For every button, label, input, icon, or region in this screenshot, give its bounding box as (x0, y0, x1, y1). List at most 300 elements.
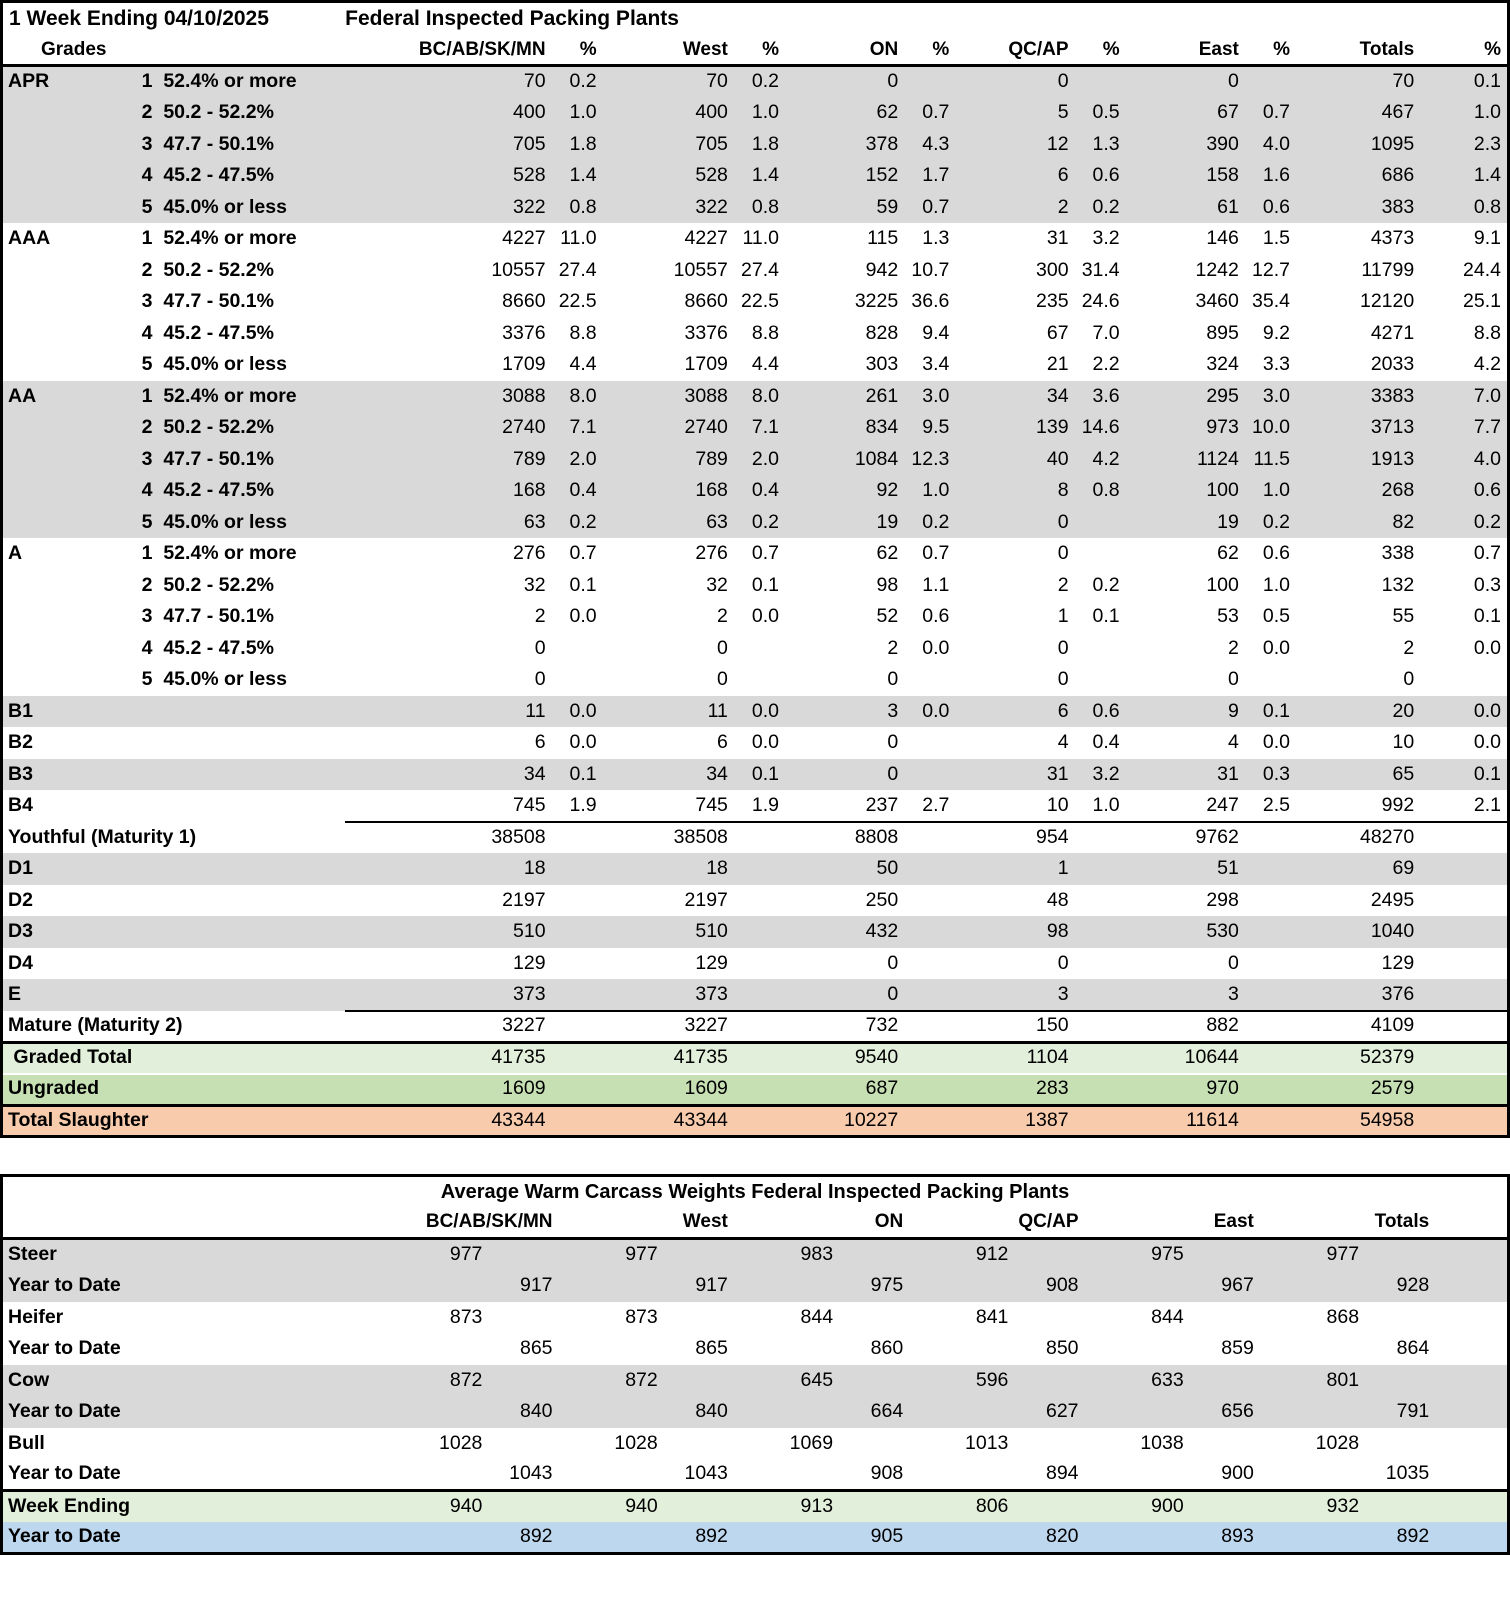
percent-cell: 0.7 (1473, 542, 1501, 564)
percent-cell: 0.6 (1262, 195, 1290, 218)
spacer-cell (1429, 1491, 1508, 1523)
count-cell: 0 (717, 636, 728, 659)
percent-cell (898, 1042, 955, 1074)
count-cell: 276 (513, 542, 546, 564)
percent-cell: 1.3 (1092, 132, 1120, 155)
weight-cell (1254, 1333, 1359, 1365)
percent-cell: 0.0 (1262, 731, 1290, 753)
ytd-weight-cell (658, 1365, 728, 1397)
weight-cell (1254, 1459, 1359, 1491)
ytd-weight-cell (482, 1239, 552, 1271)
percent-cell: 31.4 (1081, 258, 1120, 281)
count-cell: 4 (1228, 731, 1239, 753)
percent-cell: 0.4 (1092, 731, 1120, 753)
percent-cell: 2.0 (751, 447, 779, 470)
percent-cell: 0.0 (569, 731, 597, 753)
grade-code-cell (2, 349, 87, 381)
percent-cell (728, 1042, 785, 1074)
count-cell: 129 (695, 951, 728, 974)
count-cell: 69 (1392, 857, 1415, 879)
count-cell: 50 (876, 857, 899, 879)
ytd-weight-cell: 928 (1396, 1274, 1430, 1296)
percent-cell: 3.6 (1092, 384, 1120, 407)
grade-code-cell (2, 475, 87, 507)
percent-cell: 0.6 (1092, 164, 1120, 186)
percent-cell: 25.1 (1463, 290, 1501, 312)
grade-code-cell (2, 507, 87, 539)
percent-cell: 2.3 (1473, 132, 1501, 155)
count-cell: 63 (523, 510, 546, 533)
count-cell: 322 (695, 195, 728, 218)
table2-title-row (2, 1176, 1509, 1208)
col-header-west: West (553, 1208, 728, 1239)
col-header-pct: % (898, 36, 955, 66)
col-header-east: East (1079, 1208, 1254, 1239)
col-header-east: East (1126, 36, 1239, 66)
percent-cell: 0.7 (922, 542, 950, 564)
percent-cell: 0.2 (1092, 573, 1120, 596)
percent-cell: 0.6 (1473, 479, 1501, 501)
percent-cell: 3.4 (922, 353, 950, 375)
row-label-cell: D2 (8, 888, 33, 911)
grade-range-cell: 1 52.4% or more (141, 384, 297, 407)
row-label-cell: Youthful (Maturity 1) (8, 825, 197, 848)
count-cell: 467 (1381, 101, 1415, 123)
percent-cell: 4.0 (1262, 132, 1290, 155)
grade-code-cell (2, 129, 87, 161)
row-label-cell: B4 (8, 794, 33, 816)
percent-cell: 3.2 (1092, 762, 1120, 785)
percent-cell: 0.6 (1092, 699, 1120, 722)
percent-cell: 0.2 (922, 510, 950, 533)
count-cell: 1387 (955, 1105, 1068, 1137)
count-cell: 300 (1036, 258, 1069, 281)
grading-table-row (2, 853, 1509, 885)
weight-cell: 873 (449, 1305, 483, 1328)
carcass-weights-row (2, 1239, 1509, 1271)
count-cell: 158 (1206, 164, 1239, 186)
percent-cell (546, 633, 603, 665)
count-cell: 6 (1057, 164, 1069, 186)
percent-cell: 2.2 (1092, 353, 1120, 375)
weight-cell: 844 (800, 1305, 834, 1328)
percent-cell (546, 853, 603, 885)
row-label-cell: B2 (8, 731, 33, 753)
percent-cell: 0.2 (569, 70, 597, 93)
weight-cell: 940 (347, 1491, 482, 1523)
count-cell: 0 (1057, 951, 1069, 974)
percent-cell: 0.4 (569, 479, 597, 501)
count-cell: 82 (1392, 510, 1415, 533)
count-cell: 98 (1046, 920, 1069, 942)
count-cell: 1242 (1195, 258, 1239, 281)
weight-cell (347, 1270, 482, 1302)
count-cell: 2 (1228, 636, 1239, 659)
weight-cell: 977 (449, 1243, 483, 1266)
percent-cell: 0.6 (1262, 542, 1290, 564)
percent-cell (728, 948, 785, 980)
count-cell: 34 (523, 762, 546, 785)
count-cell: 0 (534, 668, 546, 690)
count-cell: 882 (1126, 1011, 1239, 1043)
weight-cell (1254, 1522, 1359, 1554)
count-cell: 235 (1036, 290, 1069, 312)
count-cell: 0 (887, 951, 899, 974)
count-cell: 250 (865, 888, 899, 911)
count-cell: 298 (1206, 888, 1239, 911)
percent-cell: 0.1 (1262, 699, 1290, 722)
percent-cell: 0.0 (569, 699, 597, 722)
count-cell: 390 (1206, 132, 1239, 155)
percent-cell (1239, 853, 1296, 885)
grade-range-cell: 3 47.7 - 50.1% (141, 447, 274, 470)
count-cell: 11 (707, 699, 728, 722)
count-cell: 168 (695, 479, 728, 501)
percent-cell: 1.0 (922, 479, 950, 501)
row-label-cell: Steer (8, 1243, 57, 1266)
ytd-weight-cell (658, 1491, 728, 1523)
percent-cell (728, 885, 785, 917)
count-cell: 1609 (345, 1074, 545, 1106)
percent-cell (546, 885, 603, 917)
percent-cell: 0.8 (1473, 195, 1501, 218)
count-cell: 970 (1126, 1074, 1239, 1106)
count-cell: 0 (1228, 70, 1239, 93)
count-cell: 62 (1217, 542, 1239, 564)
weight-cell: 932 (1254, 1491, 1359, 1523)
percent-cell: 1.0 (569, 101, 597, 123)
ytd-weight-cell (1184, 1428, 1254, 1460)
count-cell: 2495 (1370, 888, 1415, 911)
ytd-weight-cell (1008, 1365, 1078, 1397)
percent-cell: 4.2 (1092, 447, 1120, 470)
grade-range-cell: 5 45.0% or less (141, 510, 287, 533)
ytd-weight-cell: 967 (1221, 1274, 1254, 1296)
percent-cell: 0.1 (1473, 762, 1501, 785)
ytd-weight-cell (1184, 1239, 1254, 1271)
weight-cell (1254, 1270, 1359, 1302)
grading-table-row (2, 790, 1509, 822)
weight-cell (553, 1522, 658, 1554)
spacer-cell (1429, 1428, 1508, 1460)
count-cell: 973 (1206, 416, 1239, 438)
count-cell: 34 (1046, 384, 1069, 407)
count-cell: 338 (1381, 542, 1415, 564)
percent-cell: 0.2 (751, 70, 779, 93)
percent-cell: 0.1 (1092, 605, 1120, 627)
grading-table-row (2, 381, 1509, 413)
row-label-cell: Year to Date (8, 1400, 121, 1422)
grade-code-cell (2, 633, 87, 665)
col-header-qc-ap: QC/AP (955, 36, 1068, 66)
row-label-cell: E (8, 983, 22, 1005)
count-cell: 59 (876, 195, 899, 218)
weight-cell: 596 (975, 1368, 1009, 1391)
carcass-weights-title: Average Warm Carcass Weights Federal Inspected Packing Plants (440, 1180, 1070, 1203)
col-header-spacer (1429, 1208, 1508, 1239)
ytd-weight-cell: 656 (1221, 1400, 1254, 1422)
grading-table-row (2, 318, 1509, 350)
grading-table-row (2, 696, 1509, 728)
count-cell: 3 (1228, 982, 1239, 1005)
grade-range-cell: 3 47.7 - 50.1% (141, 132, 274, 155)
percent-cell: 9.4 (922, 321, 950, 344)
col-header-totals: Totals (1296, 36, 1414, 66)
count-cell: 992 (1381, 793, 1415, 816)
col-header-bc-ab-sk-mn: BC/AB/SK/MN (345, 36, 545, 66)
spacer-cell (1429, 1239, 1508, 1271)
count-cell: 11 (525, 699, 546, 722)
weight-cell: 1028 (614, 1431, 658, 1454)
ytd-weight-cell (1184, 1491, 1254, 1523)
percent-cell: 8.8 (569, 321, 597, 344)
percent-cell (728, 1074, 785, 1106)
percent-cell (728, 1105, 785, 1137)
grade-code-cell (2, 444, 87, 476)
grading-table-row (2, 601, 1509, 633)
percent-cell: 2.7 (922, 793, 950, 816)
percent-cell (1239, 885, 1296, 917)
percent-cell (1069, 1042, 1126, 1074)
percent-cell: 1.3 (922, 227, 950, 249)
count-cell: 10557 (673, 258, 728, 281)
ytd-weight-cell: 840 (519, 1400, 553, 1422)
count-cell: 2579 (1296, 1074, 1414, 1106)
percent-cell: 7.1 (569, 416, 597, 438)
ytd-weight-cell (1008, 1428, 1078, 1460)
ytd-weight-cell: 900 (1221, 1462, 1254, 1485)
col-header-pct: % (1069, 36, 1126, 66)
row-label-cell: B1 (8, 699, 33, 722)
percent-cell: 12.7 (1252, 258, 1290, 281)
percent-cell: 1.1 (922, 573, 950, 596)
weight-cell (728, 1459, 833, 1491)
percent-cell (898, 664, 955, 696)
grading-table-row (2, 948, 1509, 980)
weight-cell (1079, 1522, 1184, 1554)
grading-table-row (2, 97, 1509, 129)
grading-table-row (2, 885, 1509, 917)
grade-code-cell (2, 255, 87, 287)
weight-cell (728, 1522, 833, 1554)
weight-cell: 1038 (1140, 1431, 1184, 1454)
weight-cell: 913 (728, 1491, 833, 1523)
percent-cell: 27.4 (558, 258, 597, 281)
count-cell: 2 (717, 605, 728, 627)
percent-cell: 1.0 (1092, 793, 1120, 816)
percent-cell: 1.0 (1262, 479, 1290, 501)
row-label-cell: Year to Date (8, 1337, 121, 1359)
count-cell: 63 (706, 510, 728, 533)
weight-cell: 873 (625, 1305, 658, 1328)
percent-cell: 10.0 (1252, 416, 1290, 438)
grade-code-cell (2, 97, 87, 129)
ytd-weight-cell: 917 (519, 1274, 553, 1296)
count-cell: 1095 (1370, 132, 1415, 155)
count-cell: 70 (1392, 70, 1415, 93)
count-cell: 10227 (785, 1105, 898, 1137)
count-cell: 2197 (684, 888, 728, 911)
count-cell: 3383 (1370, 384, 1415, 407)
count-cell: 1913 (1370, 447, 1415, 470)
ytd-weight-cell (658, 1302, 728, 1334)
ytd-weight-cell (833, 1491, 903, 1523)
percent-cell: 0.0 (1262, 636, 1290, 659)
row-label-cell: Total Slaughter (2, 1105, 346, 1137)
percent-cell: 0.7 (1262, 101, 1290, 123)
grade-code-cell (2, 412, 87, 444)
ytd-weight-cell: 908 (870, 1462, 904, 1485)
percent-cell (728, 979, 785, 1011)
count-cell: 4227 (684, 227, 728, 249)
weight-cell (347, 1396, 482, 1428)
count-cell: 0 (1057, 668, 1069, 690)
col-header-pct: % (1239, 36, 1296, 66)
percent-cell: 22.5 (558, 290, 597, 312)
count-cell: 954 (955, 822, 1068, 854)
percent-cell (1239, 916, 1296, 948)
ytd-weight-cell (658, 1428, 728, 1460)
ytd-weight-cell: 664 (870, 1400, 904, 1422)
count-cell: 31 (1046, 227, 1069, 249)
percent-cell: 0.8 (1092, 479, 1120, 501)
count-cell: 55 (1392, 605, 1415, 627)
count-cell: 261 (865, 384, 899, 407)
percent-cell: 9.5 (922, 416, 950, 438)
weight-cell: 912 (975, 1243, 1009, 1266)
count-cell: 0 (1057, 510, 1069, 533)
percent-cell (546, 979, 603, 1011)
percent-cell (546, 1074, 603, 1106)
percent-cell (1069, 916, 1126, 948)
col-header-qc-ap: QC/AP (903, 1208, 1078, 1239)
percent-cell: 0.2 (1092, 195, 1120, 218)
count-cell: 4109 (1296, 1011, 1414, 1043)
grade-range-cell: 2 50.2 - 52.2% (141, 258, 274, 281)
percent-cell: 2.0 (569, 447, 597, 470)
count-cell: 324 (1206, 353, 1239, 375)
row-label-cell: Graded Total (2, 1042, 346, 1074)
col-header-totals: Totals (1254, 1208, 1429, 1239)
percent-cell: 27.4 (741, 258, 779, 281)
percent-cell: 0.5 (1262, 605, 1290, 627)
percent-cell (546, 1042, 603, 1074)
count-cell: 432 (865, 920, 899, 942)
carcass-weights-row (2, 1396, 1509, 1428)
grading-table-row (2, 664, 1509, 696)
col-header-pct: % (1414, 36, 1508, 66)
ytd-weight-cell: 917 (695, 1274, 728, 1296)
ytd-weight-cell: 865 (519, 1337, 553, 1359)
ytd-weight-cell (833, 1302, 903, 1334)
percent-cell: 9.2 (1262, 321, 1290, 344)
count-cell: 6 (534, 731, 546, 753)
ytd-weight-cell (658, 1239, 728, 1271)
ytd-weight-cell: 865 (695, 1337, 728, 1359)
count-cell: 34 (706, 762, 728, 785)
count-cell: 67 (1046, 321, 1069, 344)
count-cell: 53 (1217, 605, 1239, 627)
percent-cell: 0.3 (1262, 762, 1290, 785)
count-cell: 12120 (1359, 290, 1415, 312)
percent-cell (1069, 1074, 1126, 1106)
percent-cell (898, 727, 955, 759)
grade-range-cell: 5 45.0% or less (141, 353, 287, 375)
count-cell: 1 (1057, 857, 1069, 879)
percent-cell: 1.4 (569, 164, 597, 186)
count-cell: 43344 (603, 1105, 728, 1137)
percent-cell: 0.1 (751, 762, 779, 785)
grading-table-row (2, 633, 1509, 665)
percent-cell (1414, 1011, 1508, 1043)
percent-cell (1414, 664, 1508, 696)
percent-cell (546, 916, 603, 948)
percent-cell: 0.7 (922, 195, 950, 218)
count-cell: 528 (695, 164, 728, 186)
percent-cell (898, 1105, 955, 1137)
percent-cell (1414, 885, 1508, 917)
percent-cell (898, 853, 955, 885)
ytd-weight-cell: 1035 (1385, 1462, 1430, 1485)
carcass-weights-row (2, 1522, 1509, 1554)
col-header-west: West (603, 36, 728, 66)
grading-table-row (2, 66, 1509, 98)
count-cell: 510 (513, 920, 546, 942)
count-cell: 789 (513, 447, 546, 470)
count-cell: 20 (1392, 699, 1415, 722)
percent-cell (546, 664, 603, 696)
weight-cell (553, 1333, 658, 1365)
count-cell: 686 (1381, 164, 1415, 186)
percent-cell (898, 66, 955, 98)
carcass-weights-row (2, 1459, 1509, 1491)
percent-cell: 7.0 (1092, 321, 1120, 344)
weight-cell (347, 1522, 482, 1554)
ytd-weight-cell: 860 (870, 1337, 904, 1359)
count-cell: 0 (887, 762, 899, 785)
weight-cell (903, 1333, 1008, 1365)
grade-range-cell: 2 50.2 - 52.2% (141, 573, 274, 596)
percent-cell (728, 664, 785, 696)
percent-cell (546, 1105, 603, 1137)
percent-cell (1069, 507, 1126, 539)
grade-range-cell: 4 45.2 - 47.5% (141, 479, 274, 501)
count-cell: 40 (1046, 447, 1069, 470)
count-cell: 0 (887, 70, 899, 93)
count-cell: 3088 (502, 384, 546, 407)
weight-cell (553, 1459, 658, 1491)
percent-cell: 0.8 (751, 195, 779, 218)
count-cell: 3227 (345, 1011, 545, 1043)
count-cell: 62 (876, 542, 899, 564)
percent-cell (1239, 664, 1296, 696)
ytd-weight-cell: 975 (870, 1274, 904, 1296)
weight-cell (1079, 1396, 1184, 1428)
weight-cell: 1069 (789, 1431, 834, 1454)
grading-table-row (2, 570, 1509, 602)
weight-cell: 900 (1079, 1491, 1184, 1523)
count-cell: 31 (1046, 762, 1069, 785)
count-cell: 3460 (1195, 290, 1239, 312)
grade-code-cell (2, 570, 87, 602)
grade-code-cell: APR (8, 70, 50, 93)
count-cell: 152 (865, 164, 899, 186)
count-cell: 510 (695, 920, 728, 942)
count-cell: 3 (887, 699, 899, 722)
percent-cell: 0.0 (751, 699, 779, 722)
count-cell: 283 (955, 1074, 1068, 1106)
weight-cell: 1028 (439, 1431, 483, 1454)
